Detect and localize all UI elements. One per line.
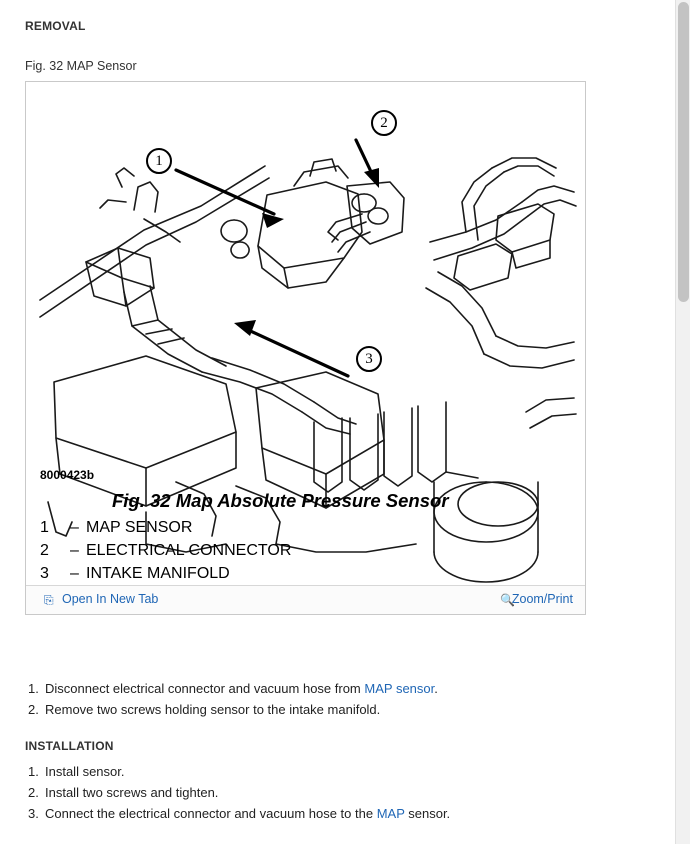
legend-label: ELECTRICAL CONNECTOR — [86, 542, 292, 559]
step-text-after: sensor. — [404, 806, 451, 821]
legend-item — [40, 516, 291, 539]
legend-label: MAP SENSOR — [86, 519, 193, 536]
open-in-new-tab-link[interactable]: Open In New Tab — [62, 592, 159, 606]
legend-number: 2 — [40, 542, 49, 559]
installation-step-3 — [28, 803, 450, 824]
callout-1: 1 — [146, 148, 172, 174]
installation-section-heading: INSTALLATION — [25, 739, 114, 753]
step-text: Disconnect electrical connector and vacuum hose from — [45, 681, 365, 696]
removal-section-heading: REMOVAL — [25, 19, 86, 33]
step-number: 2. — [28, 785, 39, 800]
legend-dash: – — [70, 565, 79, 582]
step-text: Connect the electrical connector and vacuum hose to the — [45, 806, 377, 821]
figure-container — [25, 81, 586, 615]
figure-caption: Fig. 32 MAP Sensor — [25, 59, 137, 73]
installation-step-1 — [28, 761, 450, 782]
new-window-icon[interactable]: ⎘ — [44, 593, 54, 607]
legend-item — [40, 562, 291, 585]
figure-image[interactable] — [26, 82, 585, 585]
figure-title: Fig. 32 Map Absolute Pressure Sensor — [112, 490, 449, 511]
step-text: Remove two screws holding sensor to the intake manifold. — [45, 702, 381, 717]
legend-number: 1 — [40, 519, 49, 536]
legend-dash: – — [70, 519, 79, 536]
scrollbar-thumb[interactable] — [678, 2, 689, 302]
map-sensor-link[interactable]: MAP sensor — [364, 681, 435, 696]
figure-legend — [40, 516, 291, 585]
vertical-scrollbar[interactable] — [675, 0, 690, 844]
step-number: 1. — [28, 681, 39, 696]
legend-dash: – — [70, 542, 79, 559]
callout-2: 2 — [371, 110, 397, 136]
callout-3: 3 — [356, 346, 382, 372]
legend-label: INTAKE MANIFOLD — [86, 565, 230, 582]
map-link[interactable]: MAP — [376, 806, 405, 821]
step-text-after: . — [434, 681, 438, 696]
step-number: 3. — [28, 806, 39, 821]
magnifier-icon[interactable]: 🔍 — [500, 593, 515, 607]
step-number: 2. — [28, 702, 39, 717]
legend-item — [40, 539, 291, 562]
removal-steps-list — [28, 678, 438, 720]
step-text: Install sensor. — [45, 764, 125, 779]
legend-number: 3 — [40, 565, 49, 582]
installation-steps-list — [28, 761, 450, 824]
figure-footer-bar — [26, 585, 585, 614]
figure-id-code: 8000423b — [40, 468, 95, 482]
step-text: Install two screws and tighten. — [45, 785, 219, 800]
removal-step-2 — [28, 699, 438, 720]
step-number: 1. — [28, 764, 39, 779]
installation-step-2 — [28, 782, 450, 803]
zoom-print-link[interactable]: Zoom/Print — [511, 592, 573, 606]
removal-step-1 — [28, 678, 438, 699]
